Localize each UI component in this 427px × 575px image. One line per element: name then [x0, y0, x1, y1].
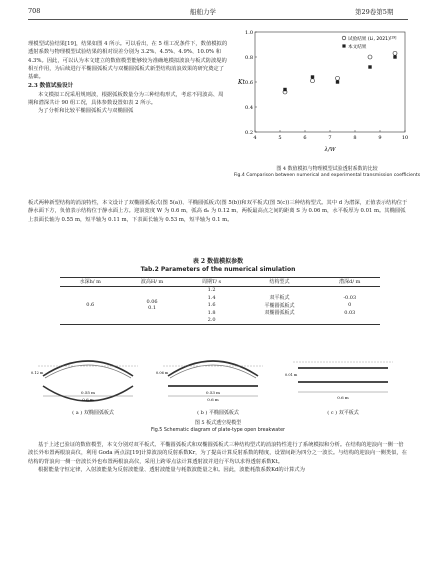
cell-structure: 平椭圆弧板式 — [264, 302, 295, 309]
chart-legend — [342, 35, 396, 50]
x-axis-ticks — [253, 130, 408, 141]
cell-heights — [121, 286, 184, 325]
diagram-double-flat — [285, 362, 393, 400]
plot-frame — [255, 32, 405, 132]
point-experiment — [368, 55, 372, 59]
x-tick-label: 6 — [303, 135, 307, 141]
col-structure: 结构型式 — [269, 279, 290, 286]
paragraph-method: 基于上述已验证的数值模型，本文分别对双平板式、平椭圆弧板式和双椭圆弧板式三种结构型式的消浪特性进行了系统模拟和分析。在结构的迎浪向一侧一倍波长外布置两根浪高仪，利用 Goda 两点法[19]计算波浪的反射系数Kr，为了提高计算反射系数的精度，设置间距为四分之一波长。与结构的迎浪向一侧类似，在结构的背浪向一侧一倍波长外也布置两根浪高仪，采用上跨零点法计算透射波并进行平均以求得透射系数Kt。 — [28, 442, 408, 465]
legend-marker-experiment — [342, 36, 346, 40]
point-numerical — [393, 55, 396, 58]
dim-spacing: 0.06 m — [156, 371, 169, 375]
diagram-flat-elliptical — [156, 361, 263, 402]
fig4-caption-cn: 图 4 数值模拟与物理模型试验透射系数的比较 — [276, 166, 378, 172]
cell-submergence: 0.03 — [344, 309, 356, 316]
paragraph-structures-start: 为了分析和比较平椭圆弧板式与双椭圆弧 — [38, 108, 134, 115]
point-numerical — [283, 88, 286, 91]
point-numerical — [336, 80, 339, 83]
journal-name: 船舶力学 — [190, 8, 216, 16]
table-header-row — [60, 278, 380, 287]
cell-period: 1.2 — [207, 287, 216, 294]
x-tick-label: 10 — [401, 135, 409, 141]
point-experiment — [311, 79, 315, 83]
page-number: 708 — [28, 7, 41, 15]
cell-height: 0.06 — [146, 299, 158, 306]
table-row — [60, 286, 380, 294]
x-tick-label: 8 — [353, 135, 357, 141]
x-tick-label: 5 — [278, 135, 282, 141]
issue-label: 第29卷第5期 — [355, 8, 394, 16]
paragraph-design: 本文模拟工况采用规则波，根据弧板数量分为三种结构形式，考虑不同波高、周期和潜深共计 90 组工况，具体参数设置如表 2 所示。 — [28, 91, 224, 107]
cell-period: 2.0 — [207, 317, 216, 324]
cell-submergence — [320, 286, 380, 294]
fig5-caption-en: Fig.5 Schematic diagram of plate-type open breakwater — [150, 428, 286, 433]
y-tick-label: 1.0 — [245, 30, 253, 36]
cell-submergence — [320, 317, 380, 325]
table2-title-en: Tab.2 Parameters of the numerical simulation — [140, 266, 296, 273]
y-tick-label: 0.8 — [245, 55, 253, 61]
cell-depth: 0.6 — [86, 302, 95, 309]
dim-width: 0.6 m — [207, 397, 219, 402]
point-numerical — [311, 75, 314, 78]
x-tick-label: 7 — [328, 135, 332, 141]
x-tick-label: 9 — [378, 135, 382, 141]
cell-structure: 双椭圆弧板式 — [264, 310, 295, 317]
diagram-double-elliptical — [31, 361, 138, 402]
section-heading: 2.3 数值试验设计 — [28, 83, 74, 90]
y-axis-label: Kt — [238, 79, 245, 86]
dim-width: 0.6 m — [82, 397, 94, 402]
x-axis-label: λ/W — [324, 147, 336, 153]
paragraph-validation: 理模型试验结果[19]，结果如图 4 所示。可以看出，在 5 组工况条件下，数值模拟的透射系数与物理模型试验结果的相对误差分别为 3.2%、4.5%、4.9%、10.0% 和 4.3%。因此，可以认为本文建立的数值模型能够较为准确地模拟波浪与板式防波堤的相互作用，为后续进行平椭圆弧板式与双椭圆弧板式新型结构消浪效果的研究奠定了基础。 — [28, 41, 228, 81]
cell-submergence: 0 — [348, 302, 352, 309]
y-tick-label: 0.2 — [245, 130, 253, 136]
y-tick-label: 0.6 — [245, 80, 253, 86]
table2 — [60, 277, 380, 325]
cell-submergence: -0.03 — [343, 294, 357, 301]
cell-structure: 双平板式 — [269, 295, 290, 302]
dim-width: 0.6 m — [337, 395, 349, 400]
x-tick-label: 4 — [253, 135, 257, 141]
legend-label-experiment: 试验结果 (Li, 2021)[19] — [348, 35, 397, 42]
dim-height: 0.12 m — [31, 371, 44, 375]
header-rule — [28, 19, 408, 20]
cell-height: 0.1 — [148, 305, 157, 312]
left-column — [28, 40, 228, 116]
point-experiment — [336, 76, 340, 80]
point-numerical — [368, 65, 371, 68]
data-points — [283, 51, 397, 94]
col-depth: 水深h/ m — [79, 279, 101, 286]
cell-period: 1.4 — [207, 294, 216, 301]
legend-marker-numerical — [342, 44, 345, 47]
fig5-sub-b: ( b ) 平椭圆弧板式 — [197, 410, 239, 416]
cell-period: 1.8 — [207, 309, 216, 316]
col-submergence: 潜深d/ m — [339, 279, 361, 286]
cell-period: 1.6 — [207, 302, 216, 309]
dim-width: 0.55 m — [81, 390, 95, 395]
fig5-sub-c: ( c ) 双平板式 — [327, 410, 359, 416]
body-text — [28, 441, 408, 474]
col-period: 周期T/ s — [201, 279, 222, 286]
y-tick-label: 0.4 — [245, 105, 253, 111]
table2-title-cn: 表 2 数值模拟参数 — [192, 258, 244, 265]
paragraph-energy: 根据能量守恒定律，入射波能量为反射波能量、透射波能量与耗散波能量之和。因此，波能耗散系数Kd的计算式为 — [38, 466, 305, 473]
fig4-caption-en: Fig.4 Comparison between numerical and experimental transmission coefficients — [233, 173, 421, 178]
fig5-caption-cn: 图 5 板式透空堤模型 — [194, 420, 242, 426]
fig4-chart — [232, 28, 412, 158]
col-height: 波高H/ m — [140, 279, 164, 286]
point-experiment — [393, 51, 397, 55]
cell-structure — [240, 286, 320, 294]
legend-label-numerical: 本文结果 — [348, 45, 367, 50]
fig5-diagrams — [28, 352, 408, 404]
dim-width: 0.53 m — [206, 390, 220, 395]
fig5-sub-a: ( a ) 双椭圆弧板式 — [72, 410, 114, 416]
legend-ref: [19] — [389, 35, 397, 40]
paragraph-structures: 板式两种新型结构的消浪特性，本文设计了双椭圆弧板式(图 5(a))、平椭圆弧板式(图 5(b))和双平板式(图 5(c))三种结构型式。其中 d 为潜深，正值表示结构位于静水面下方，负值表示结构位于静水面上方。迎浪宽度 W 为 0.6 m，弧高 d₀ 为 0.12 m，两板最高点之间的距离 S 为 0.06 m，水平板厚为 0.01 m。其椭圆弧上表面长轴为 0.55 m，短半轴为 0.11 m，下表面长轴为 0.53 m，短半轴为 0.1 m。 — [28, 200, 408, 223]
cell-structure — [240, 317, 320, 325]
dim-thickness: 0.01 m — [285, 373, 298, 377]
